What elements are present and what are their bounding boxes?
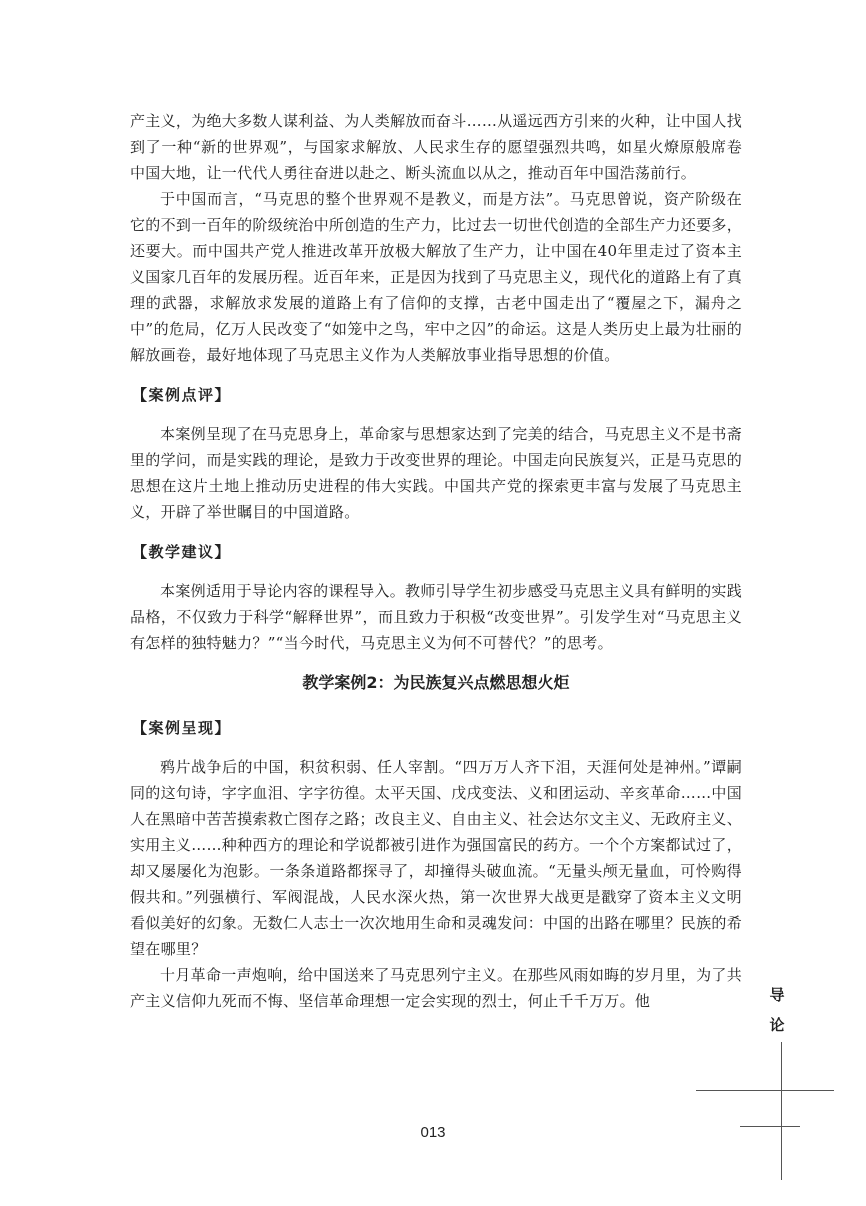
paragraph-continued: 产主义，为绝大多数人谋利益、为人类解放而奋斗……从遥远西方引来的火种，让中国人找到了一种“新的世界观”，与国家求解放、人民求生存的愿望强烈共鸣，如星火燎原般席卷中国大地，让一代代人勇往奋进以赴之、断头流血以从之，推动百年中国浩荡前行。	[130, 112, 743, 182]
section-heading-review: 【案例点评】	[132, 386, 232, 404]
decorative-vertical-line	[781, 1042, 782, 1180]
side-tab-char: 导	[769, 986, 785, 1004]
page-content	[130, 108, 742, 1014]
side-tab-char: 论	[769, 1016, 785, 1034]
decorative-horizontal-line	[696, 1090, 834, 1091]
paragraph-presentation-continued: 十月革命一声炮响，给中国送来了马克思列宁主义。在那些风雨如晦的岁月里，为了共产主义信仰九死而不悔、坚信革命理想一定会实现的烈士，何止千千万万。他	[130, 966, 742, 1010]
paragraph-suggestion: 本案例适用于导论内容的课程导入。教师引导学生初步感受马克思主义具有鲜明的实践品格，不仅致力于科学“解释世界”，而且致力于积极“改变世界”。引发学生对“马克思主义有怎样的独特魅力？”“当今时代，马克思主义为何不可替代？”的思考。	[130, 582, 742, 652]
paragraph-review: 本案例呈现了在马克思身上，革命家与思想家达到了完美的结合，马克思主义不是书斋里的学问，而是实践的理论，是致力于改变世界的理论。中国走向民族复兴，正是马克思的思想在这片土地上推动历史进程的伟大实践。中国共产党的探索更丰富与发展了马克思主义，开辟了举世瞩目的中国道路。	[130, 425, 743, 521]
section-heading-suggestion: 【教学建议】	[132, 543, 232, 561]
paragraph-presentation: 鸦片战争后的中国，积贫积弱、任人宰割。“四万万人齐下泪，天涯何处是神州。”谭嗣同的这句诗，字字血泪、字字彷徨。太平天国、戊戌变法、义和团运动、辛亥革命……中国人在黑暗中苦苦摸索救亡图存之路；改良主义、自由主义、社会达尔文主义、无政府主义、实用主义……种种西方的理论和学说都被引进作为强国富民的药方。一个个方案都试过了，却又屡屡化为泡影。一条条道路都探寻了，却撞得头破血流。“无量头颅无量血，可怜购得假共和。”列强横行、军阀混战，人民水深火热，第一次世界大战更是戳穿了资本主义文明看似美好的幻象。无数仁人志士一次次地用生命和灵魂发问：中国的出路在哪里？民族的希望在哪里？	[130, 758, 743, 958]
side-chapter-tab	[765, 980, 789, 1040]
case-title: 教学案例2：为民族复兴点燃思想火炬	[302, 673, 570, 692]
paragraph: 于中国而言，“马克思的整个世界观不是教义，而是方法”。马克思曾说，资产阶级在它的不到一百年的阶级统治中所创造的生产力，比过去一切世代创造的全部生产力还要多，还要大。而中国共产党人推进改革开放极大解放了生产力，让中国在40年里走过了资本主义国家几百年的发展历程。近百年来，正是因为找到了马克思主义，现代化的道路上有了真理的武器，求解放求发展的道路上有了信仰的支撑，古老中国走出了“覆屋之下，漏舟之中”的危局，亿万人民改变了“如笼中之鸟，牢中之囚”的命运。这是人类历史上最为壮丽的解放画卷，最好地体现了马克思主义作为人类解放事业指导思想的价值。	[130, 190, 743, 364]
section-heading-presentation: 【案例呈现】	[132, 719, 232, 737]
page-number: 013	[420, 1124, 446, 1141]
